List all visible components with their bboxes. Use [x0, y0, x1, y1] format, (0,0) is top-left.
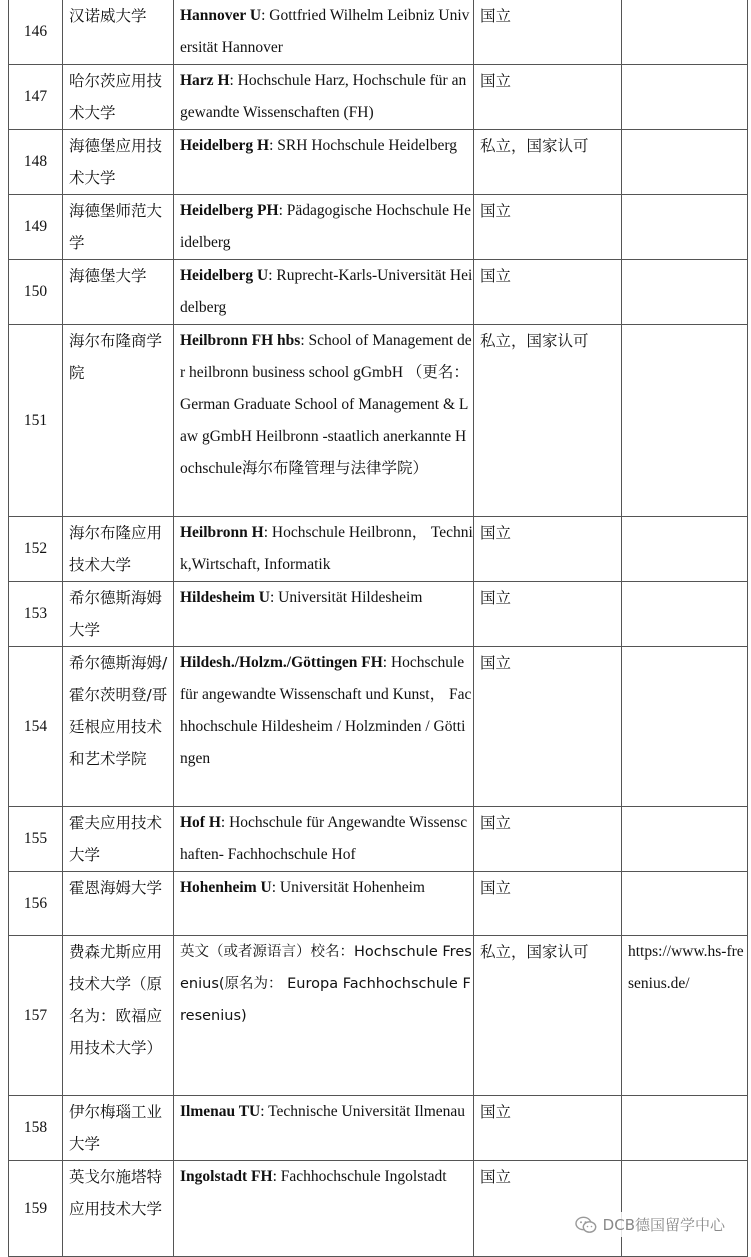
website[interactable] [622, 1161, 748, 1257]
school-type: 国立 [474, 1161, 622, 1257]
university-name [174, 807, 474, 872]
chinese-name: 海尔布隆商学院 [63, 325, 174, 517]
university-name [174, 130, 474, 195]
website[interactable] [622, 807, 748, 872]
university-name [174, 517, 474, 582]
university-name [174, 1161, 474, 1257]
website[interactable] [622, 130, 748, 195]
school-type: 私立，国家认可 [474, 130, 622, 195]
name-rest: : Hochschule für angewandte Wissenschaft und Kunst， Fachhochschule Hildesheim / Holzminden / Göttingen [180, 654, 472, 767]
table-row [9, 807, 748, 872]
wechat-icon [575, 1216, 597, 1234]
university-name [174, 0, 474, 65]
name-key: Heilbronn H [180, 524, 264, 541]
university-name [174, 195, 474, 260]
website[interactable] [622, 0, 748, 65]
school-type: 私立，国家认可 [474, 325, 622, 517]
school-type: 国立 [474, 195, 622, 260]
chinese-name: 海尔布隆应用技术大学 [63, 517, 174, 582]
chinese-name: 霍恩海姆大学 [63, 872, 174, 936]
website[interactable] [622, 1096, 748, 1161]
row-number: 146 [9, 0, 63, 65]
row-number: 148 [9, 130, 63, 195]
name-rest: 英文（或者源语言）校名：Hochschule Fresenius(原名为： Europa Fachhochschule Fresenius) [180, 944, 472, 1024]
chinese-name: 伊尔梅瑙工业大学 [63, 1096, 174, 1161]
website[interactable] [622, 872, 748, 936]
chinese-name: 海德堡大学 [63, 260, 174, 325]
website[interactable] [622, 325, 748, 517]
university-name [174, 647, 474, 807]
chinese-name: 海德堡应用技术大学 [63, 130, 174, 195]
university-name [174, 936, 474, 1096]
website[interactable] [622, 65, 748, 130]
name-key: Hof H [180, 814, 221, 831]
row-number: 157 [9, 936, 63, 1096]
name-key: Harz H [180, 72, 230, 89]
name-rest: : Pädagogische Hochschule Heidelberg [180, 202, 471, 251]
university-name [174, 65, 474, 130]
school-type: 国立 [474, 1096, 622, 1161]
chinese-name: 费森尤斯应用技术大学（原名为：欧福应用技术大学） [63, 936, 174, 1096]
school-type: 私立，国家认可 [474, 936, 622, 1096]
name-rest: : Fachhochschule Ingolstadt [272, 1168, 447, 1185]
table-row [9, 582, 748, 647]
website[interactable]: https://www.hs-fresenius.de/ [622, 936, 748, 1096]
row-number: 159 [9, 1161, 63, 1257]
name-rest: : SRH Hochschule Heidelberg [269, 137, 457, 154]
website[interactable] [622, 517, 748, 582]
row-number: 152 [9, 517, 63, 582]
chinese-name: 哈尔茨应用技术大学 [63, 65, 174, 130]
school-type: 国立 [474, 807, 622, 872]
university-name [174, 325, 474, 517]
name-rest: : Hochschule Harz, Hochschule für angewandte Wissenschaften (FH) [180, 72, 467, 121]
chinese-name: 霍夫应用技术大学 [63, 807, 174, 872]
website[interactable] [622, 260, 748, 325]
name-key: Ingolstadt FH [180, 1168, 273, 1185]
name-rest: : Hochschule Heilbronn， Technik,Wirtschaft, Informatik [180, 524, 473, 573]
table-row [9, 325, 748, 517]
name-key: Hildesheim U [180, 589, 270, 606]
table-row [9, 647, 748, 807]
school-type: 国立 [474, 0, 622, 65]
website[interactable] [622, 647, 748, 807]
chinese-name: 汉诺威大学 [63, 0, 174, 65]
school-type: 国立 [474, 260, 622, 325]
table-row [9, 517, 748, 582]
name-rest: : Hochschule für Angewandte Wissenschaften- Fachhochschule Hof [180, 814, 468, 863]
row-number: 147 [9, 65, 63, 130]
row-number: 158 [9, 1096, 63, 1161]
name-rest: : Ruprecht-Karls-Universität Heidelberg [180, 267, 473, 316]
table-row [9, 1161, 748, 1257]
table-row [9, 130, 748, 195]
name-key: Heidelberg H [180, 137, 270, 154]
table-row [9, 872, 748, 936]
table-row [9, 936, 748, 1096]
row-number: 153 [9, 582, 63, 647]
name-key: Ilmenau TU [180, 1103, 261, 1120]
table-row [9, 1096, 748, 1161]
name-rest: : Universität Hildesheim [270, 589, 423, 606]
watermark [571, 1212, 729, 1237]
name-rest: : Gottfried Wilhelm Leibniz Universität Hannover [180, 7, 470, 56]
university-table [8, 0, 748, 1257]
school-type: 国立 [474, 517, 622, 582]
name-key: Hohenheim U [180, 879, 272, 896]
row-number: 149 [9, 195, 63, 260]
row-number: 155 [9, 807, 63, 872]
chinese-name: 希尔德斯海姆/霍尔茨明登/哥廷根应用技术和艺术学院 [63, 647, 174, 807]
name-key: Hannover U [180, 7, 262, 24]
university-name [174, 872, 474, 936]
university-name [174, 582, 474, 647]
table-row [9, 0, 748, 65]
website[interactable] [622, 582, 748, 647]
watermark-text: DCB德国留学中心 [602, 1216, 725, 1234]
row-number: 154 [9, 647, 63, 807]
name-key: Heilbronn FH hbs [180, 332, 301, 349]
name-key: Heidelberg U [180, 267, 269, 284]
chinese-name: 海德堡师范大学 [63, 195, 174, 260]
name-key: Hildesh./Holzm./Göttingen FH [180, 654, 383, 671]
row-number: 156 [9, 872, 63, 936]
chinese-name: 希尔德斯海姆大学 [63, 582, 174, 647]
row-number: 151 [9, 325, 63, 517]
table-row [9, 65, 748, 130]
school-type: 国立 [474, 582, 622, 647]
row-number: 150 [9, 260, 63, 325]
school-type: 国立 [474, 872, 622, 936]
website[interactable] [622, 195, 748, 260]
name-rest: : Universität Hohenheim [271, 879, 425, 896]
university-name [174, 1096, 474, 1161]
school-type: 国立 [474, 647, 622, 807]
university-name [174, 260, 474, 325]
name-key: Heidelberg PH [180, 202, 279, 219]
table-row [9, 195, 748, 260]
name-rest: : School of Management der heilbronn business school gGmbH （更名： German Graduate School of Management & Law gGmbH Heilbronn -staatlich anerkannte Hochschule海尔布隆管理与法律学院） [180, 332, 472, 477]
table-row [9, 260, 748, 325]
school-type: 国立 [474, 65, 622, 130]
name-rest: : Technische Universität Ilmenau [260, 1103, 466, 1120]
chinese-name: 英戈尔施塔特应用技术大学 [63, 1161, 174, 1257]
